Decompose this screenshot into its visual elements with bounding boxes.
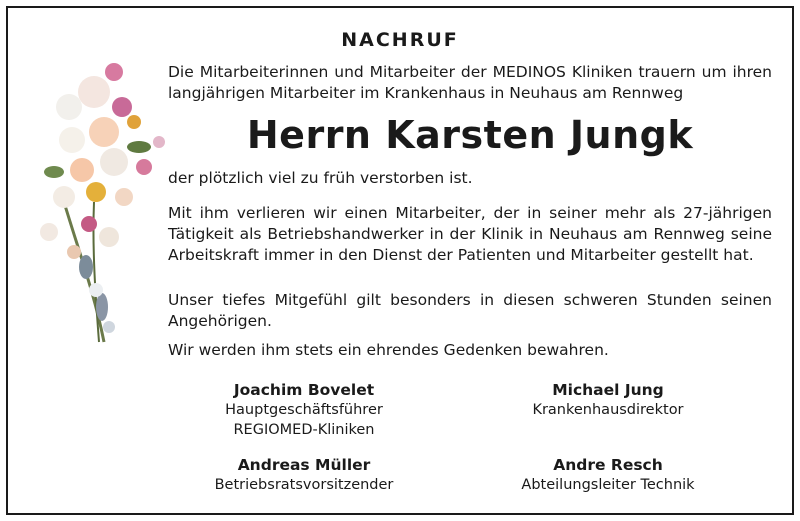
paragraph-tribute: Mit ihm verlieren wir einen Mitarbeiter, der in seiner mehr als 27-jährigen Tätigkeit als Betriebshandwerker in der Klinik in Neuhaus am Rennweg seine Arbeitskraft immer in den Dienst der Patienten und Mitarbeiter gestellt hat. <box>168 204 772 264</box>
signatory-3 <box>154 455 454 495</box>
signatory-name: Michael Jung <box>552 381 664 399</box>
signatory-role: Abteilungsleiter Technik <box>521 477 695 493</box>
signatory-role: Krankenhausdirektor <box>532 402 684 418</box>
signatory-name: Andreas Müller <box>237 456 371 474</box>
signatory-role: Hauptgeschäftsführer <box>225 402 383 418</box>
signatory-1 <box>154 380 454 440</box>
signatory-4 <box>458 455 758 495</box>
flower-bouquet-image <box>24 52 174 352</box>
paragraph-remembrance: Wir werden ihm stets ein ehrendes Gedenken bewahren. <box>168 341 609 359</box>
signatory-role: Betriebsratsvorsitzender <box>214 477 394 493</box>
heading: NACHRUF <box>341 29 459 51</box>
paragraph-condolence: Unser tiefes Mitgefühl gilt besonders in diesen schweren Stunden seinen Angehörigen. <box>168 291 772 330</box>
subline-text: der plötzlich viel zu früh verstorben ist. <box>168 169 473 187</box>
signatory-name: Andre Resch <box>553 456 663 474</box>
signatory-name: Joachim Bovelet <box>233 381 375 399</box>
intro-text: Die Mitarbeiterinnen und Mitarbeiter der MEDINOS Kliniken trauern um ihren langjährigen Mitarbeiter im Krankenhaus in Neuhaus am Rennweg <box>168 63 772 102</box>
signatory-organization: REGIOMED-Kliniken <box>233 422 375 438</box>
deceased-name: Herrn Karsten Jungk <box>246 113 694 157</box>
signatory-2 <box>458 380 758 420</box>
